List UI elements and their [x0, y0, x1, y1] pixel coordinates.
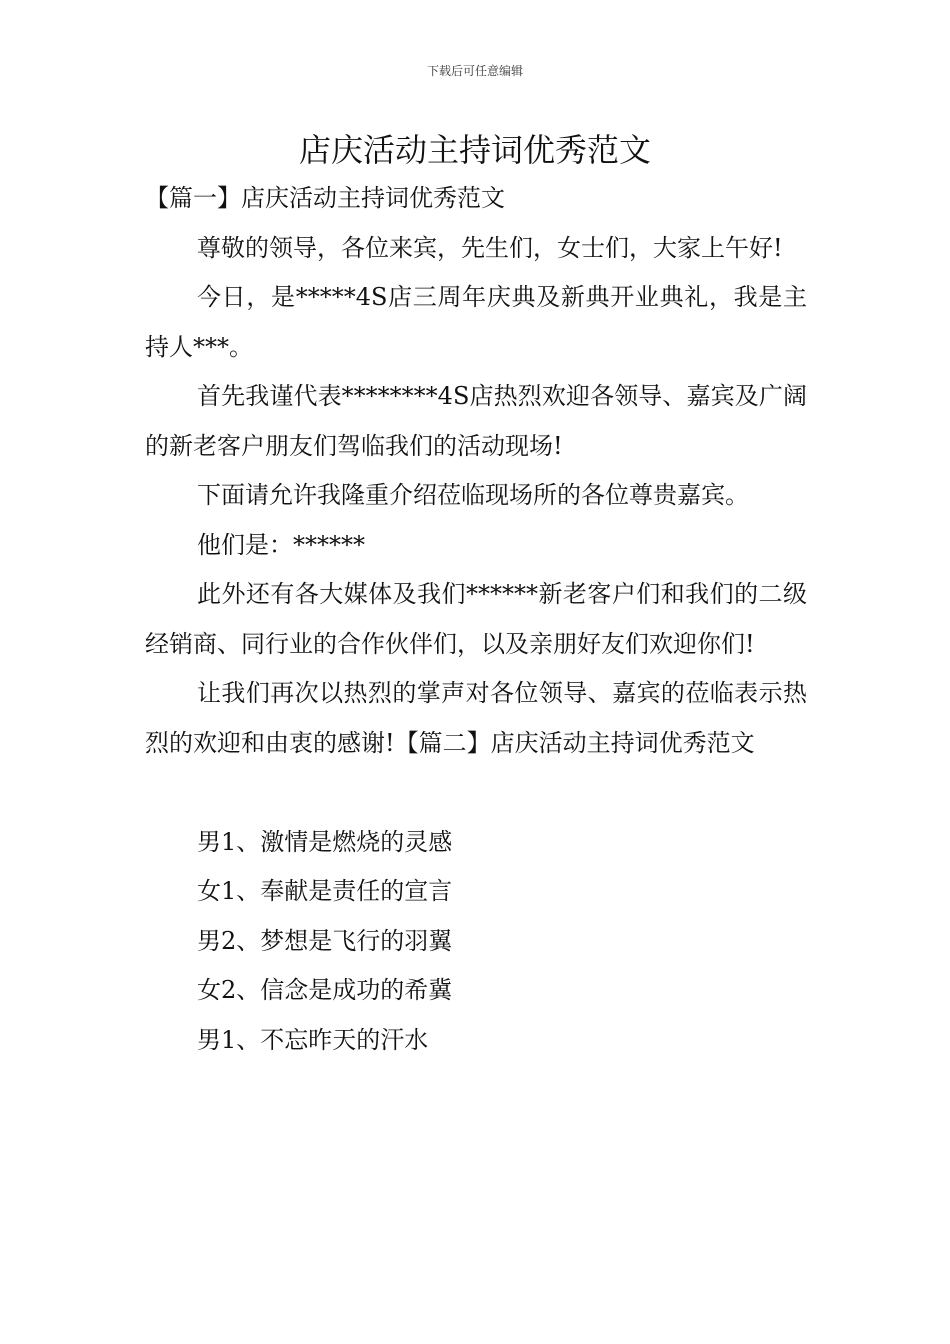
- dialogue-line: 男1、不忘昨天的汗水: [197, 1025, 429, 1054]
- paragraph-greeting: 尊敬的领导，各位来宾，先生们，女士们，大家上午好!: [197, 233, 783, 262]
- dialogue-line: 男2、梦想是飞行的羽翼: [197, 926, 453, 955]
- dialogue-line: 男1、激情是燃烧的灵感: [197, 827, 453, 856]
- paragraph-thanks: 让我们再次以热烈的掌声对各位领导、嘉宾的莅临表示热烈的欢迎和由衷的感谢!【篇二】店庆活动主持词优秀范文: [145, 679, 807, 757]
- paragraph-other-guests: 此外还有各大媒体及我们******新老客户们和我们的二级经销商、同行业的合作伙伴们，以及亲朋好友们欢迎你们!: [145, 580, 807, 658]
- document-body: [145, 174, 807, 1065]
- paragraph-welcome: 首先我谨代表********4S店热烈欢迎各领导、嘉宾及广阔的新老客户朋友们驾临我们的活动现场!: [145, 382, 807, 460]
- header-note: 下载后可任意编辑: [426, 64, 523, 78]
- document-title: 店庆活动主持词优秀范文: [298, 131, 651, 169]
- paragraph-guest-list: 他们是：******: [197, 530, 365, 559]
- paragraph-introduction: 今日，是*****4S店三周年庆典及新典开业典礼，我是主持人***。: [145, 283, 807, 361]
- dialogue-line: 女1、奉献是责任的宣言: [197, 877, 453, 905]
- section-one-heading: 【篇一】店庆活动主持词优秀范文: [145, 184, 505, 212]
- paragraph-guest-introduction: 下面请允许我隆重介绍莅临现场所的各位尊贵嘉宾。: [197, 481, 749, 509]
- dialogue-line: 女2、信念是成功的希冀: [197, 976, 453, 1004]
- blank-line: [145, 768, 807, 818]
